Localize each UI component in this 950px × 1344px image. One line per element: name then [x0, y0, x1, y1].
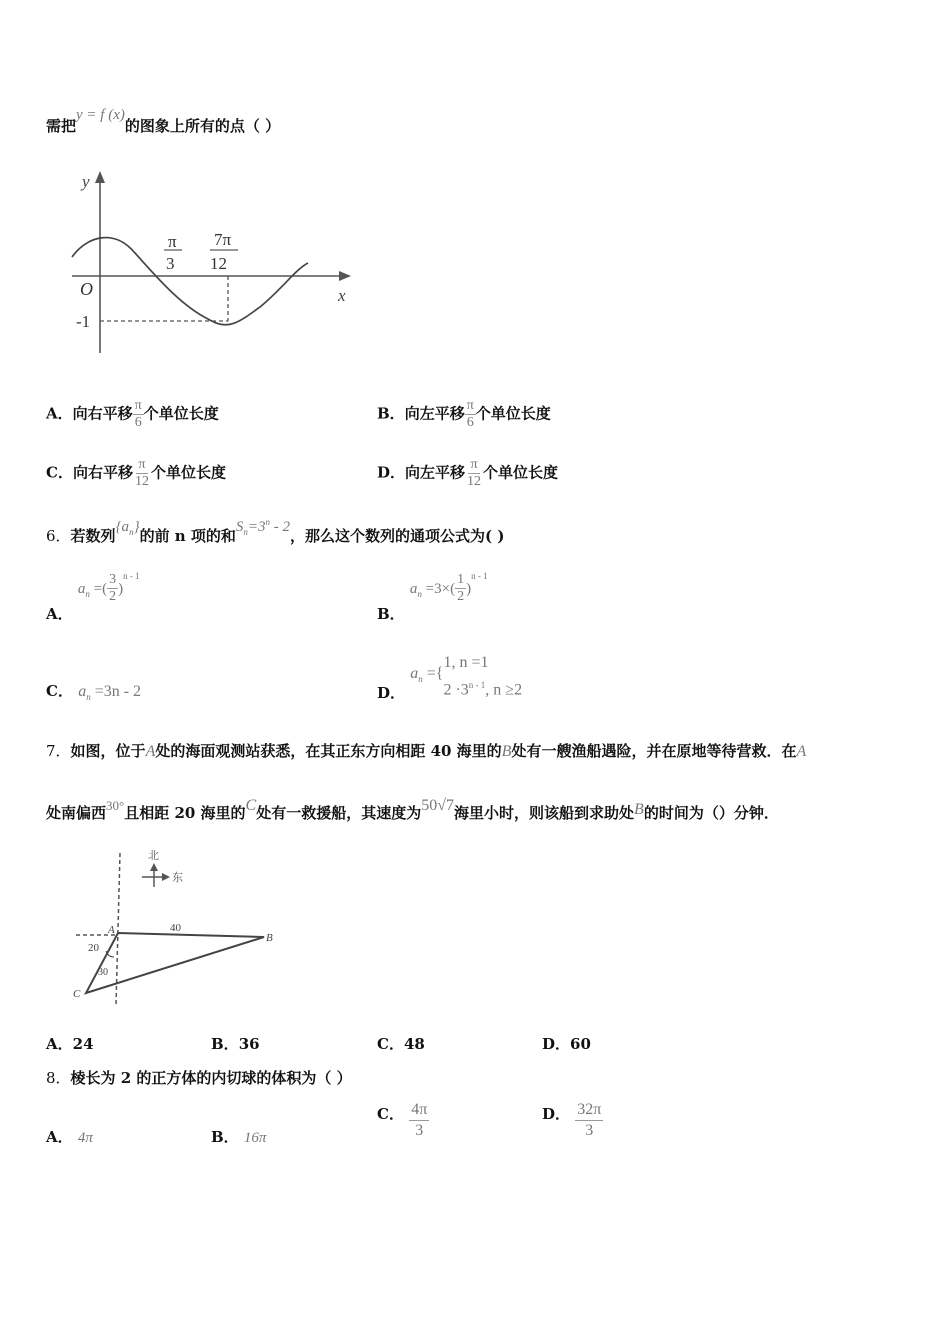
- q6-option-a-fraction: [107, 572, 118, 605]
- q6-option-d-label: D．: [377, 684, 406, 702]
- tick-pi3-num: π: [168, 232, 177, 251]
- q5-option-a-post: 个单位长度: [143, 404, 219, 423]
- q6-option-b-label: B．: [377, 604, 405, 623]
- q8-stem: [46, 1067, 352, 1088]
- q8-option-d-label: D．: [542, 1104, 571, 1123]
- sup: n - 1: [123, 570, 140, 581]
- q6-option-d-lhs: [410, 664, 443, 684]
- q6-number: 6．: [46, 527, 71, 545]
- q7-option-a[interactable]: [46, 1033, 94, 1054]
- q5-option-d-pre: 向左平移: [405, 463, 466, 482]
- frac-num: 3: [109, 572, 117, 587]
- frac-den: 3: [585, 1122, 594, 1139]
- q6-text-2: 的前 n 项的和: [139, 527, 236, 545]
- q7-option-c[interactable]: [377, 1033, 425, 1054]
- q7-line1-c: 处有一艘渔船遇险，并在原地等待营救．在: [511, 742, 797, 760]
- q5-option-c-post: 个单位长度: [150, 463, 226, 482]
- q6-option-b[interactable]: [377, 570, 488, 623]
- q6-sum-tail: - 2: [270, 519, 291, 535]
- label-b: B: [266, 932, 273, 944]
- eq: =3n - 2: [90, 683, 142, 700]
- x-axis-arrow: [339, 271, 351, 281]
- q7-option-b-label: B．: [211, 1035, 239, 1053]
- q8-option-c[interactable]: [377, 1100, 429, 1141]
- q8-option-b-value: 16π: [243, 1130, 267, 1146]
- q7-point-a: A: [145, 743, 156, 760]
- tick-7pi12-den: 12: [210, 254, 227, 273]
- q7-option-a-label: A．: [46, 1035, 73, 1053]
- min-label: -1: [76, 312, 91, 331]
- q7-navigation-figure: [68, 845, 288, 1010]
- q5-option-c-fraction: [133, 457, 151, 490]
- q5-option-b[interactable]: [377, 398, 551, 431]
- sine-curve: [72, 238, 308, 325]
- q7-number: 7．: [46, 742, 71, 760]
- frac-den: 6: [134, 415, 142, 430]
- q7-line2-c: 处有一救援船，其速度为: [256, 804, 422, 822]
- q8-number: 8．: [46, 1069, 71, 1087]
- q8-option-a-label: A．: [46, 1128, 73, 1146]
- frac-den: 2: [457, 589, 465, 604]
- q5-option-c-pre: 向右平移: [72, 463, 133, 482]
- frac-num: π: [134, 398, 142, 413]
- q7-point-b2: B: [634, 801, 644, 818]
- frac-den: 6: [466, 415, 474, 430]
- frac-den: 3: [415, 1122, 424, 1139]
- q7-speed: 50√7: [421, 797, 455, 814]
- q7-stem-line-2: [46, 797, 779, 823]
- q5-option-c-label: C．: [46, 463, 73, 482]
- q8-option-d-fraction: [575, 1100, 603, 1141]
- q6-text-3: ，那么这个数列的通项公式为( ): [290, 527, 505, 545]
- q7-line2-b: 且相距 20 海里的: [124, 804, 246, 822]
- triangle-abc: [86, 933, 264, 993]
- q5-option-b-post: 个单位长度: [475, 404, 551, 423]
- q5-option-a-pre: 向右平移: [72, 404, 133, 423]
- tick-pi3-den: 3: [166, 254, 175, 273]
- frac-num: 32π: [575, 1100, 603, 1121]
- sub: n: [86, 692, 91, 702]
- x-label: x: [338, 286, 346, 305]
- label-c: C: [73, 988, 81, 1000]
- q8-stem-text: 棱长为 2 的正方体的内切球的体积为（ ）: [70, 1069, 352, 1087]
- q6-option-c[interactable]: [46, 680, 141, 702]
- frac-den: 12: [134, 474, 149, 489]
- q6-option-a[interactable]: [46, 570, 140, 623]
- q6-sequence: [116, 519, 140, 535]
- y-label: y: [82, 172, 90, 191]
- q7-line2-d: 海里小时，则该船到求助处: [454, 804, 635, 822]
- case2-b: , n ≥2: [485, 681, 523, 699]
- sub: n: [85, 588, 90, 599]
- compass-north-arrow: [150, 863, 158, 871]
- q7-point-a2: A: [796, 743, 807, 760]
- label-ac-20: 20: [88, 942, 99, 954]
- y-axis-arrow: [95, 171, 105, 183]
- q6-sum-symbol: S: [235, 519, 244, 535]
- eq: =3×(: [421, 580, 456, 597]
- q7-option-d[interactable]: [542, 1033, 591, 1054]
- q6-text-1: 若数列: [70, 527, 116, 545]
- sub: n: [418, 674, 423, 684]
- label-ab-40: 40: [170, 922, 181, 934]
- frac-den: 12: [467, 474, 482, 489]
- origin-label: O: [80, 279, 93, 299]
- q5-option-a-fraction: [133, 398, 144, 431]
- q6-stem: [46, 517, 505, 547]
- q7-option-d-label: D．: [542, 1035, 571, 1053]
- sup: n - 1: [471, 570, 488, 581]
- q6-option-a-label: A．: [46, 604, 73, 623]
- q6-sum-eq: =3: [247, 519, 266, 535]
- q7-option-c-label: C．: [377, 1035, 404, 1053]
- q5-function: y = f (x): [76, 107, 125, 123]
- q5-stem: [46, 107, 281, 136]
- case2-a: 2 ·3: [443, 681, 469, 699]
- q8-option-b[interactable]: [211, 1126, 266, 1147]
- q7-option-c-value: 48: [403, 1035, 425, 1053]
- q7-option-a-value: 24: [72, 1035, 94, 1053]
- label-angle-30: 30: [98, 967, 108, 978]
- q6-option-b-formula: [409, 570, 488, 604]
- close: ): [118, 580, 124, 597]
- case2-sup: n - 1: [468, 680, 486, 690]
- q8-option-b-label: B．: [211, 1128, 239, 1146]
- q8-option-a[interactable]: [46, 1126, 93, 1147]
- q6-option-c-label: C．: [46, 682, 73, 700]
- q8-option-d[interactable]: [542, 1100, 603, 1141]
- q8-option-c-fraction: [409, 1100, 429, 1141]
- q5-option-d[interactable]: [377, 457, 558, 490]
- eq: ={: [422, 665, 444, 682]
- lhs: a: [78, 683, 87, 700]
- q5-option-c[interactable]: [46, 457, 226, 490]
- q6-option-d[interactable]: [377, 652, 522, 701]
- tick-7pi12-num: 7π: [214, 230, 232, 249]
- q7-point-b: B: [501, 743, 512, 760]
- q8-option-c-label: C．: [377, 1104, 404, 1123]
- q6-seq-close: }: [133, 519, 140, 535]
- q6-seq: {a: [115, 519, 130, 535]
- lhs: a: [410, 665, 419, 682]
- q6-option-d-cases: [443, 652, 522, 701]
- q5-option-d-fraction: [465, 457, 483, 490]
- case-2: [443, 674, 522, 701]
- q6-sum: [236, 519, 290, 535]
- q5-stem-prefix: 需把: [46, 117, 77, 135]
- q6-option-a-formula: [77, 570, 140, 604]
- q6-seq-sub: n: [129, 527, 134, 537]
- q7-angle: 30°: [106, 798, 125, 813]
- frac-den: 2: [109, 589, 117, 604]
- q7-option-b-value: 36: [238, 1035, 260, 1053]
- lhs: a: [409, 580, 418, 597]
- q5-option-a[interactable]: [46, 398, 219, 431]
- q7-stem-line-1: [46, 740, 806, 761]
- compass-east-arrow: [162, 873, 170, 881]
- label-a: A: [108, 924, 115, 936]
- q5-option-d-post: 个单位长度: [483, 463, 559, 482]
- q6-sum-sup: n: [265, 517, 271, 527]
- q5-stem-suffix: 的图象上所有的点（ ）: [124, 117, 281, 135]
- q6-option-b-fraction: [455, 572, 466, 605]
- q7-line2-e: 的时间为（）分钟．: [643, 804, 779, 822]
- eq: =(: [89, 580, 108, 597]
- north-label: 北: [148, 850, 159, 862]
- q6-sum-sub: n: [243, 527, 248, 537]
- frac-num: π: [470, 457, 478, 472]
- q7-option-d-value: 60: [570, 1035, 591, 1053]
- q7-point-c: C: [245, 797, 257, 814]
- frac-num: 1: [457, 572, 465, 587]
- q5-option-b-label: B．: [377, 404, 405, 423]
- q5-sine-graph: [60, 165, 360, 360]
- sub: n: [417, 588, 422, 599]
- q7-line1-a: 如图，位于: [70, 742, 146, 760]
- q7-option-b[interactable]: [211, 1033, 260, 1054]
- case-1: 1, n =1: [443, 654, 489, 671]
- frac-num: π: [138, 457, 146, 472]
- lhs: a: [77, 580, 86, 597]
- q5-option-a-label: A．: [46, 404, 73, 423]
- q8-option-a-value: 4π: [77, 1130, 93, 1146]
- q5-option-b-fraction: [465, 398, 476, 431]
- q5-option-d-label: D．: [377, 463, 406, 482]
- q7-line1-b: 处的海面观测站获悉，在其正东方向相距 40 海里的: [155, 742, 502, 760]
- q7-line2-a: 处南偏西: [46, 804, 107, 822]
- east-label: 东: [172, 872, 183, 884]
- close: ): [466, 580, 472, 597]
- frac-num: 4π: [409, 1100, 429, 1121]
- q5-option-b-pre: 向左平移: [404, 404, 465, 423]
- frac-num: π: [466, 398, 474, 413]
